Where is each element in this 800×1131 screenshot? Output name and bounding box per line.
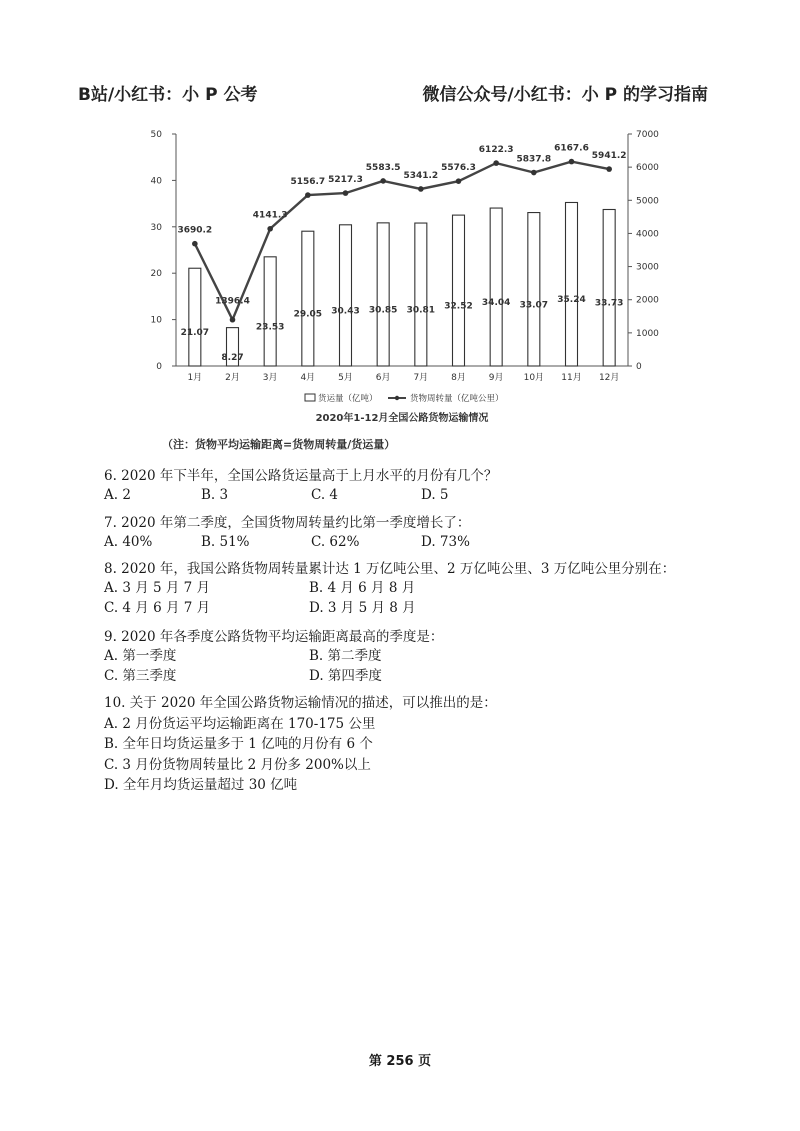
turnover-line bbox=[195, 162, 609, 320]
line-point bbox=[531, 170, 537, 176]
line-value-label: 6122.3 bbox=[478, 145, 514, 156]
tick-label-left: 40 bbox=[150, 176, 162, 187]
bar-value-label: 8.27 bbox=[221, 353, 244, 363]
option-a[interactable]: A. 3 月 5 月 7 月 bbox=[104, 579, 211, 596]
line-value-label: 5576.3 bbox=[441, 163, 476, 174]
option-a[interactable]: A. 第一季度 bbox=[104, 647, 177, 664]
line-value-label: 5156.7 bbox=[290, 177, 326, 188]
bar-value-label: 30.81 bbox=[406, 305, 436, 316]
line-point bbox=[493, 160, 499, 166]
legend-line-marker bbox=[395, 396, 399, 400]
options bbox=[104, 715, 724, 793]
options bbox=[104, 579, 724, 622]
x-tick-label: 5月 bbox=[338, 373, 353, 383]
bar bbox=[566, 202, 578, 366]
question-stem: 6. 2020 年下半年，全国公路货运量高于上月水平的月份有几个？ bbox=[104, 468, 498, 484]
options bbox=[104, 486, 724, 509]
option-b[interactable]: B. 全年日均货运量多于 1 亿吨的月份有 6 个 bbox=[104, 736, 373, 752]
option-a[interactable]: A. 40% bbox=[104, 533, 153, 550]
bar-value-label: 32.52 bbox=[444, 301, 473, 312]
tick-label-right: 6000 bbox=[636, 163, 659, 174]
option-a[interactable]: A. 2 bbox=[104, 486, 131, 503]
bar-value-label: 29.05 bbox=[293, 309, 323, 320]
line-value-label: 5837.8 bbox=[516, 154, 552, 165]
tick-label-left: 0 bbox=[156, 362, 162, 372]
line-value-label: 1396.4 bbox=[215, 296, 250, 307]
option-d[interactable]: D. 5 bbox=[421, 486, 449, 503]
bar bbox=[264, 257, 276, 366]
x-tick-label: 3月 bbox=[262, 373, 278, 383]
header-left: B站/小红书：小 P 公考 bbox=[78, 85, 258, 105]
line-point bbox=[569, 159, 575, 165]
bar bbox=[490, 208, 502, 366]
line-value-label: 5583.5 bbox=[365, 162, 401, 173]
tick-label-left: 20 bbox=[150, 269, 162, 280]
line-point bbox=[343, 190, 349, 196]
question-stem: 8. 2020 年，我国公路货物周转量累计达 1 万亿吨公里、2 万亿吨公里、3 万亿吨公里分别在： bbox=[104, 561, 676, 577]
option-c[interactable]: C. 第三季度 bbox=[104, 667, 177, 684]
x-tick-label: 11月 bbox=[561, 373, 582, 383]
line-value-label: 5941.2 bbox=[591, 151, 627, 162]
bar-value-label: 21.07 bbox=[180, 328, 210, 339]
bar-value-label: 34.04 bbox=[481, 298, 511, 309]
options bbox=[104, 647, 724, 690]
option-b[interactable]: B. 4 月 6 月 8 月 bbox=[309, 579, 416, 596]
option-a[interactable]: A. 2 月份货运平均运输距离在 170-175 公里 bbox=[104, 715, 376, 732]
line-point bbox=[305, 192, 311, 198]
x-tick-label: 12月 bbox=[598, 373, 620, 383]
option-c[interactable]: C. 62% bbox=[311, 533, 360, 550]
question-7 bbox=[104, 517, 724, 556]
option-b[interactable]: B. 第二季度 bbox=[309, 647, 382, 664]
bar-value-label: 35.24 bbox=[557, 295, 586, 306]
page-number: 第 256 页 bbox=[368, 1054, 432, 1069]
line-point bbox=[418, 186, 424, 192]
option-c[interactable]: C. 4 月 6 月 7 月 bbox=[104, 599, 211, 616]
x-tick-label: 2月 bbox=[225, 373, 240, 383]
question-6 bbox=[104, 470, 724, 509]
line-value-label: 5341.2 bbox=[403, 170, 439, 181]
tick-label-left: 30 bbox=[150, 222, 162, 233]
x-tick-label: 6月 bbox=[375, 373, 391, 383]
question-8 bbox=[104, 563, 724, 622]
tick-label-right: 3000 bbox=[636, 262, 659, 273]
option-d[interactable]: D. 3 月 5 月 8 月 bbox=[309, 599, 416, 616]
tick-label-right: 4000 bbox=[636, 229, 659, 240]
x-tick-label: 1月 bbox=[187, 373, 203, 383]
question-stem: 9. 2020 年各季度公路货物平均运输距离最高的季度是： bbox=[104, 629, 444, 645]
bar bbox=[603, 209, 615, 366]
chart-title: 2020年1-12月全国公路货物运输情况 bbox=[315, 413, 489, 424]
tick-label-right: 2000 bbox=[636, 295, 659, 306]
option-b[interactable]: B. 51% bbox=[201, 533, 250, 550]
bar-value-label: 33.07 bbox=[519, 300, 549, 311]
x-tick-label: 9月 bbox=[488, 373, 504, 383]
bar bbox=[340, 225, 352, 366]
tick-label-left: 10 bbox=[150, 315, 162, 326]
freight-chart bbox=[120, 118, 680, 430]
line-value-label: 3690.2 bbox=[177, 225, 213, 236]
x-tick-label: 10月 bbox=[523, 373, 545, 383]
line-point bbox=[192, 241, 198, 247]
bar-value-label: 23.53 bbox=[255, 322, 285, 333]
bar-value-label: 33.73 bbox=[594, 298, 624, 309]
x-tick-label: 8月 bbox=[451, 373, 466, 383]
line-point bbox=[456, 178, 462, 184]
bar bbox=[453, 215, 465, 366]
x-tick-label: 4月 bbox=[300, 373, 316, 383]
option-c[interactable]: C. 4 bbox=[311, 486, 339, 503]
legend-line-label: 货物周转量（亿吨公里） bbox=[410, 394, 504, 404]
bar bbox=[189, 268, 201, 366]
bar bbox=[415, 223, 427, 366]
line-value-label: 4141.3 bbox=[252, 210, 288, 221]
line-point bbox=[606, 166, 612, 172]
line-value-label: 5217.3 bbox=[328, 175, 363, 186]
line-point bbox=[267, 226, 273, 232]
option-c[interactable]: C. 3 月份货物周转量比 2 月份多 200%以上 bbox=[104, 756, 371, 773]
line-value-label: 6167.6 bbox=[554, 143, 589, 154]
bar-value-label: 30.43 bbox=[331, 306, 360, 317]
option-b[interactable]: B. 3 bbox=[201, 486, 229, 503]
question-stem: 7. 2020 年第二季度，全国货物周转量约比第一季度增长了： bbox=[104, 515, 471, 531]
x-tick-label: 7月 bbox=[413, 373, 429, 383]
tick-label-right: 5000 bbox=[636, 196, 659, 207]
option-d[interactable]: D. 全年月均货运量超过 30 亿吨 bbox=[104, 777, 298, 793]
bar bbox=[377, 223, 389, 366]
tick-label-right: 0 bbox=[636, 362, 642, 372]
tick-label-right: 7000 bbox=[636, 130, 659, 140]
legend-bar-swatch bbox=[305, 394, 315, 401]
option-d[interactable]: D. 73% bbox=[421, 533, 470, 550]
line-point bbox=[380, 178, 386, 184]
bar bbox=[528, 213, 540, 366]
bar bbox=[302, 231, 314, 366]
question-9 bbox=[104, 631, 724, 690]
header-right: 微信公众号/小红书：小 P 的学习指南 bbox=[422, 85, 708, 105]
question-10 bbox=[104, 697, 724, 793]
chart-note: （注：货物平均运输距离=货物周转量/货运量） bbox=[162, 438, 396, 451]
bar-value-label: 30.85 bbox=[368, 305, 398, 316]
tick-label-left: 50 bbox=[150, 130, 162, 140]
options bbox=[104, 533, 724, 556]
question-stem: 10. 关于 2020 年全国公路货物运输情况的描述，可以推出的是： bbox=[104, 695, 497, 711]
option-d[interactable]: D. 第四季度 bbox=[309, 667, 382, 684]
legend-bar-label: 货运量（亿吨） bbox=[318, 394, 378, 404]
tick-label-right: 1000 bbox=[636, 328, 659, 339]
line-point bbox=[230, 317, 236, 323]
